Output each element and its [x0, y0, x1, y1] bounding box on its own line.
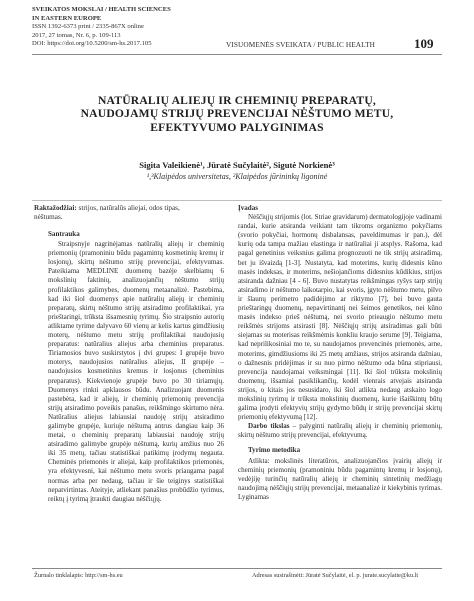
intro-text: Nėščiųjų strijomis (lot. Striae gravidarum) dermatologijoje vadinami randai, kurie atsiranda veikiant tam tikroms organizmo pokyčiams (svorio pokyčiai, hormonų disbalansas, paveldimumas ir pan.), dėl kurių oda tampa mažiau elastinga ir natūraliai ji atsplys. Rašoma, kad pagal genetinius veiksnius galima prognozuoti ne tik strijų atsiradimą, bet ju išvaizdą [1-3]. Nustatyta, kad moterims, kurių didesnis kūno masės indeksas, ir moterims, nešiojančioms didesnius kūdikius, strijos atsiranda dažniau [4 - 6]. Buvo nustatytas reikšmingas ryšys tarp strijų atsiradimo ir nėštumo laikotarpio, kai svoris, įgyto nėštumo metu, pilvo ir šlaunų perimetro padidėjimo ar riktymo [7], bei buvo gauta prieštaringų duomenų, nepavirtinantį nei šeimos genetikos, nei kūno masės indekso prieš nėštumą, nei svorio prieaugio nėštumo metu reikšmės strijoms atsirasti [8]. Nėščiųjų strijų atsiradimas gali būti siejamas su moterisas reikšmėmis konkliu kraujo serume [9]. Teigiama, kad neprilikosiniai mo te, su naudojamos prevencinės priemonės, arne, moterims, gimdžiusioms iki 25 metų amžiaus, strijos atsiranda dažniau, o dažnesnis pridėjimas ir su nuo pirmo nėštumo oda būna stipriausi, prevencija naudojamai veiksmingai [11]. Iki šiol trūksta mokslinių duomenų, išsamiai pasiklikančių, kodėl vienrais atvejais atsiranda strijos, o kitais jos nesusidaro, iki šiol atlikta nedaug atskaito logo mokslinių tyrimų ir trūksta mokslinių duomenų, kurie išaiškintų būtų galima įrodyti efektyvių strijų gydymo būdų ir strijų prevencijai skirtų priemonių efektyvumą [12]. [238, 213, 442, 422]
title-line: EFEKTYVUMO PALYGINIMAS [150, 120, 324, 134]
abstract-text: Straipsnyje nagrinėjamas natūralių aliejų ir cheminių priemonių (pramoniniu būdu pagamintų kosmetinių kremų ir losjonų), skirtų nėštumo strijų prevencijai, efektyvumas. Pateikiama MEDLINE duomenų bazėje skelbiamų 6 mokslinių faktinių, analizuojančių nėštumo strijų profilaktikos galimybes, duomenų metaanalizė. Pastebima, kad iki šiol duomenys apie natūralių aliejų ir cheminių preparatų, skirtų nėštumo strijų atsiradimo profilaktikai, yra prieštaringi, trūksta išsamesnių tyrimų. Šio straipsnio autorių atliktame tyrime dalyvavo 60 vienų ar kelis kartus gimdžiusių moterų, nėštumo metu strijų profilaktikai naudojusių preparatus: natūralius aliejus arba cheminius preparatus. Tiriamosios buvo suskirstytos į dvi grupes: I grupėje buvo moterys, naudojusios natūralius aliejus, II grupėje – naudojusios kosmetinius kremus ir losjonus (cheminius preparatus). Kiekvienoje grupėje buvo po 30 tiriamųjų. Duomenys rinkti apklausos būdu. Analizuojant duomenis pastebėta, kad ir aliejų, ir cheminių priemonių prevencija strijų atsiradimo poveikis panašus, reikšmingo skirtumo nėra. Natūralius aliejus labiausiai naudoję strijų atsiradimo galimybe grupėje, kuriuje nėštumą antrus dangiau kaip 36 metai, o cheminių preparatų labiausiai naudoję strijų atsiradimo galimybe grupėje nėštumą, kurių amžius nuo 26 iki 35 metų, tačiau statistiškai patikimų įrodymų negauta. Cheminės priemonės ir aliejai, kaip profilaktikos priemonės, yra efektyvesni, kai nėštumo metu svoris priaugama pagal normas arba per nedaug, tačiau ir šie teiginys statistiškai nepatvirtintas. Ateityje, atliekant panašius probūdžio tyrimus, reiktų į tyrimą įtraukti daugiau nėščiųjų. [48, 240, 224, 503]
issn: ISSN 1392-6373 print / 2335-867X online [32, 23, 144, 31]
footer-contact: Adresas susirašinėti: Jūratė Sučylaitė, el. p. jurate.sucylaite@ku.lt [252, 572, 419, 579]
header-divider [32, 54, 442, 55]
journal-name-line1: SVEIKATOS MOKSLAI / HEALTH SCIENCES [32, 6, 171, 13]
aim-paragraph [238, 422, 442, 440]
affiliations: ¹,³Klaipėdos universitetas, ²Klaipėdos jūrininkų ligoninė [146, 172, 328, 181]
section-title: VISUOMENĖS SVEIKATA / PUBLIC HEALTH [226, 40, 375, 49]
title-line: NAUDOJAMŲ STRIJŲ PREVENCIJAI NĖŠTUMO METU, [80, 107, 394, 121]
intro-heading: Įvadas [238, 204, 258, 212]
title-line: NATŪRALIŲ ALIEJŲ IR CHEMINIŲ PREPARATŲ, [97, 94, 376, 107]
keywords [34, 204, 210, 222]
volume-info: 2017, 27 tomas, Nr. 6, p. 109-113 [32, 31, 121, 39]
methods-text: Atlikta: mokslinės literatūros, analizuojančios įvairių aliejų ir cheminių priemonių (pramoniniu būdu pagamintų kremų ir losjonų), vedėjiję turinčių natūralių aliejų ir cheminių sintetinių medžiagų naudojimą nėščiųjų strijų prevencijai, metaanalizė ir kiekybinis tyrimas. Lyginamas [238, 456, 442, 501]
article-title [40, 94, 434, 134]
doi: DOI: https://doi.org/10.5200/sm-hs.2017.105 [32, 40, 152, 48]
aim-text: – palyginti natūralių aliejų ir cheminių priemonių, skirtų nėštumo strijų prevencijai, efektyvumą. [238, 422, 442, 440]
methods-heading: Tyrimo metodika [248, 446, 301, 455]
page-number: 109 [414, 36, 434, 51]
keywords-label: Raktažodžiai: [34, 204, 77, 212]
main-column [238, 204, 442, 502]
abstract [48, 230, 224, 504]
journal-header [32, 6, 212, 49]
footer-divider [32, 568, 442, 569]
journal-name-line2: IN EASTERN EUROPE [32, 14, 102, 22]
authors: Sigita Valeikienė¹, Jūratė Sučylaitė², Sigutė Norkienė³ [139, 160, 335, 170]
footer-website: Žurnalo tinklalapis: http://sm-hs.eu [34, 572, 123, 579]
keywords-divider [32, 200, 442, 201]
aim-label: Darbo tikslas [248, 422, 290, 431]
keywords-text: strijos, natūralūs aliejai, odos tipas, nėštumas. [34, 204, 180, 222]
abstract-heading: Santrauka [48, 230, 80, 238]
